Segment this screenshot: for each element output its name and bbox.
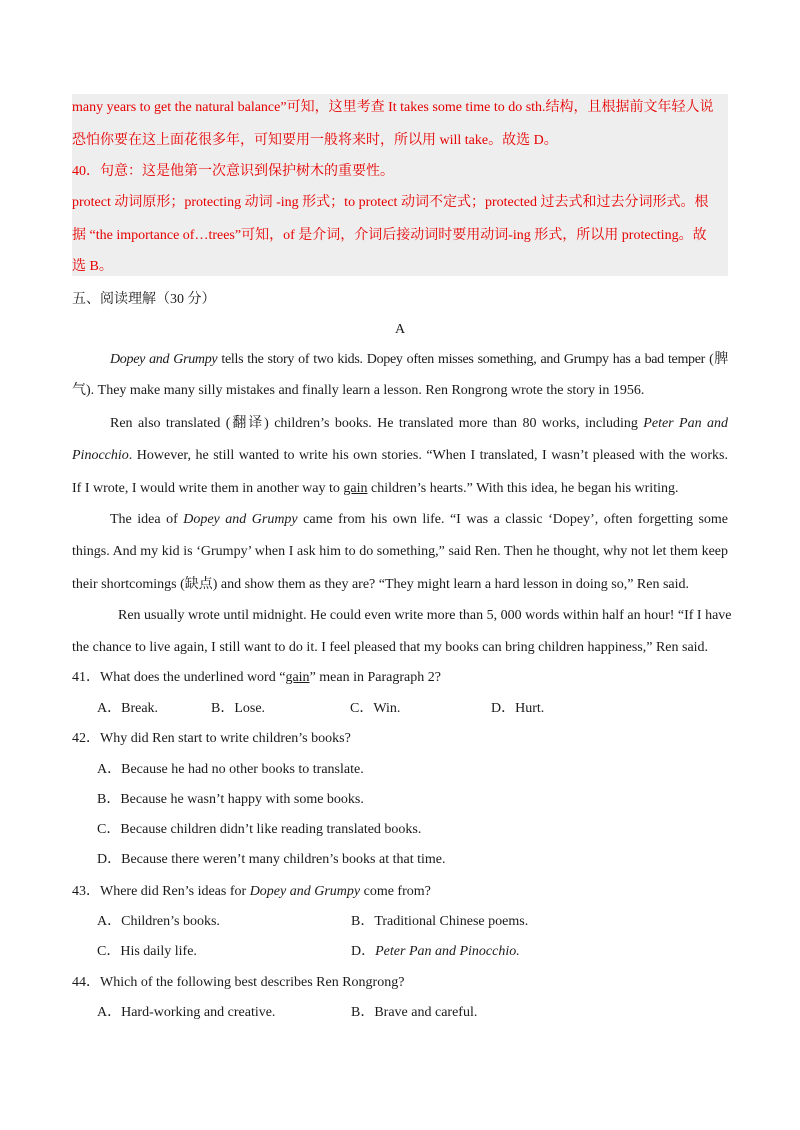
answer-line-1: many years to get the natural balance”可知，这里考查 It takes some time to do sth.结构，且根据前文年轻人说 [72,100,714,115]
passage-p1-line-1 [72,351,728,369]
passage-text: tells the story of two kids. Dopey often misses something, and Grumpy has a bad temper (脾 [217,352,728,367]
passage-p4-line-2: the chance to live again, I still want to do it. I feel pleased that my books can bring children happiness,” Ren said. [72,640,709,655]
passage-text: Ren also translated (翻译) children’s books. He translated more than 80 works, including [110,416,644,431]
book-title: Dopey and Grumpy [249,884,361,899]
section-title: 五、阅读理解（30 分） [72,292,216,307]
question-text: come from? [360,884,431,899]
answer-line-3: 40．句意：这是他第一次意识到保护树木的重要性。 [72,164,394,179]
q42-option-b[interactable]: B．Because he wasn’t happy with some books. [97,792,364,807]
q43-option-c[interactable]: C．His daily life. [97,944,197,959]
answer-line-6: 选 B。 [72,259,113,274]
book-title: Dopey and Grumpy [110,352,218,367]
passage-p3-line-3: their shortcomings (缺点) and show them as they are? “They might learn a hard lesson in doing so,” Ren said. [72,577,690,592]
question-44: 44．Which of the following best describes Ren Rongrong? [72,975,405,990]
passage-text: If I wrote, I would write them in another way to [72,481,344,496]
question-text: 41．What does the underlined word “ [72,670,286,685]
answer-explanation-box [72,94,728,276]
q43-option-d[interactable] [351,943,520,961]
q41-option-a[interactable]: A．Break. [97,701,159,716]
option-letter: D． [351,944,376,959]
q44-option-b[interactable]: B．Brave and careful. [351,1005,478,1020]
q43-option-b[interactable]: B．Traditional Chinese poems. [351,914,529,929]
passage-p3-line-1 [72,511,728,529]
question-text: 43．Where did Ren’s ideas for [72,884,250,899]
underlined-word-gain: gain [343,481,368,496]
book-title: Pinocchio [72,448,129,463]
passage-text: . However, he still wanted to write his own stories. “When I translated, I wasn’t pleased with the works. [128,448,728,463]
q42-option-c[interactable]: C．Because children didn’t like reading translated books. [97,822,422,837]
passage-p1-line-2: 气). They make many silly mistakes and finally learn a lesson. Ren Rongrong wrote the story in 1956. [72,383,645,398]
q43-option-a[interactable]: A．Children’s books. [97,914,220,929]
q42-option-d[interactable]: D．Because there weren’t many children’s books at that time. [97,852,446,867]
q41-option-c[interactable]: C．Win. [350,701,401,716]
book-title: Peter Pan and Pinocchio. [375,944,520,959]
answer-line-5: 据 “the importance of…trees”可知，of 是介词，介词后接动词时要用动词-ing 形式，所以用 protecting。故 [72,228,707,243]
passage-p2-line-2 [72,447,728,465]
underlined-word-gain: gain [285,670,310,685]
book-title: Peter Pan and [643,416,728,431]
passage-label: A [394,322,406,337]
passage-text: came from his own life. “I was a classic ‘Dopey’, often forgetting some [297,512,729,527]
passage-text: The idea of [110,512,184,527]
answer-line-2: 恐怕你要在这上面花很多年，可知要用一般将来时，所以用 will take。故选 D。 [72,133,558,148]
q42-option-a[interactable]: A．Because he had no other books to translate. [97,762,364,777]
question-41 [72,669,728,687]
book-title: Dopey and Grumpy [183,512,298,527]
passage-text: children’s hearts.” With this idea, he began his writing. [367,481,679,496]
question-43 [72,883,728,901]
passage-p2-line-1 [72,415,728,433]
question-text: ” mean in Paragraph 2? [309,670,441,685]
q44-option-a[interactable]: A．Hard-working and creative. [97,1005,276,1020]
q41-option-d[interactable]: D．Hurt. [491,701,545,716]
passage-p3-line-2: things. And my kid is ‘Grumpy’ when I ask him to do something,” said Ren. Then he thought, why not let them keep [72,544,728,559]
q41-option-b[interactable]: B．Lose. [211,701,266,716]
passage-p2-line-3 [72,480,728,498]
answer-line-4: protect 动词原形；protecting 动词 -ing 形式；to protect 动词不定式；protected 过去式和过去分词形式。根 [72,195,709,210]
question-42: 42．Why did Ren start to write children’s books? [72,731,351,746]
passage-p4-line-1: Ren usually wrote until midnight. He could even write more than 5, 000 words within half an hour! “If I have [118,608,732,623]
